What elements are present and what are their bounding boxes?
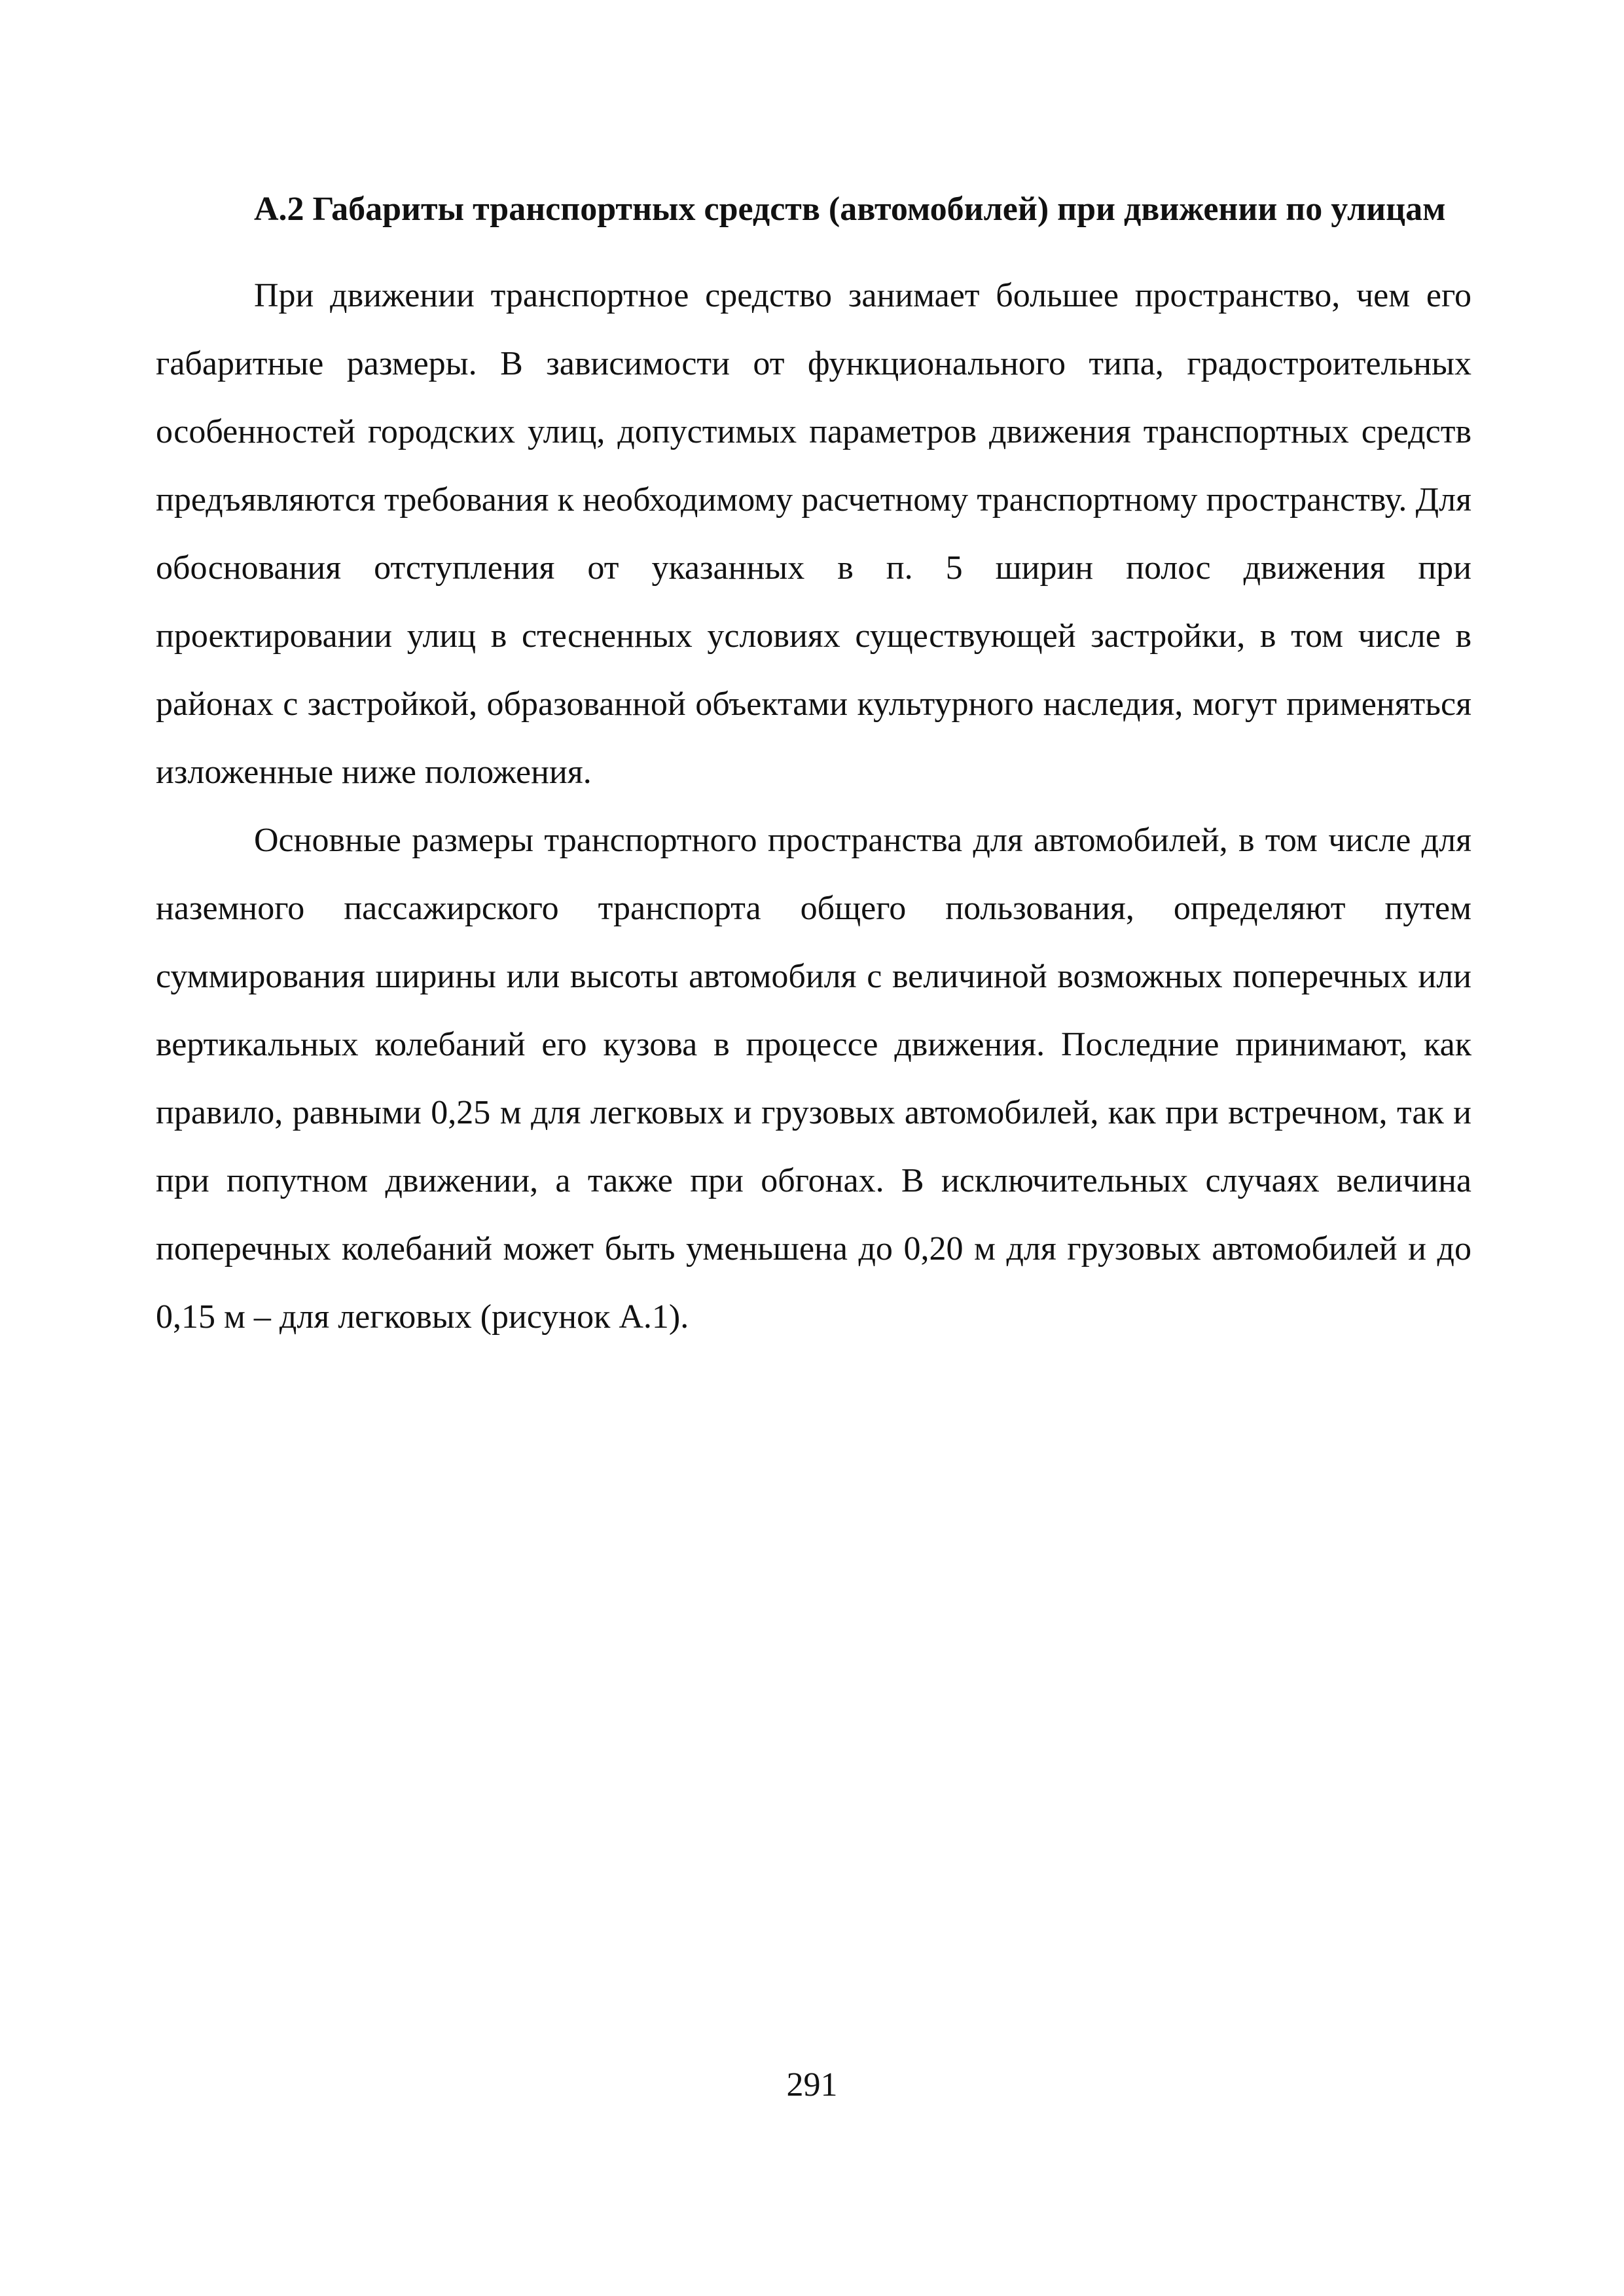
paragraph-main-dimensions: Основные размеры транспортного пространства для автомобилей, в том числе для наземного пассажирского транспорта общего пользования, определяют путем суммирования ширины или высоты автомобиля с величиной возможных поперечных или вертикальных колебаний его кузова в процессе движения. Последние принимают, как правило, равными 0,25 м для легковых и грузовых автомобилей, как при встречном, так и при попутном движении, а также при обгонах. В исключительных случаях величина поперечных колебаний может быть уменьшена до 0,20 м для грузовых автомобилей и до 0,15 м – для легковых (рисунок А.1). xyxy=(156,822,1471,1336)
paragraph-transport-space: При движении транспортное средство занимает большее пространство, чем его габаритные размеры. В зависимости от функционального типа, градостроительных особенностей городских улиц, допустимых параметров движения транспортных средств предъявляются требования к необходимому расчетному транспортному пространству. Для обоснования отступления от указанных в п. 5 ширин полос движения при проектировании улиц в стесненных условиях существующей застройки, в том числе в районах с застройкой, образованной объектами культурного наследия, могут применяться изложенные ниже положения. xyxy=(156,277,1471,791)
section-heading: А.2 Габариты транспортных средств (автомобилей) при движении по улицам xyxy=(254,191,1446,228)
page-content xyxy=(156,175,1471,1351)
page-number: 291 xyxy=(786,2066,838,2104)
